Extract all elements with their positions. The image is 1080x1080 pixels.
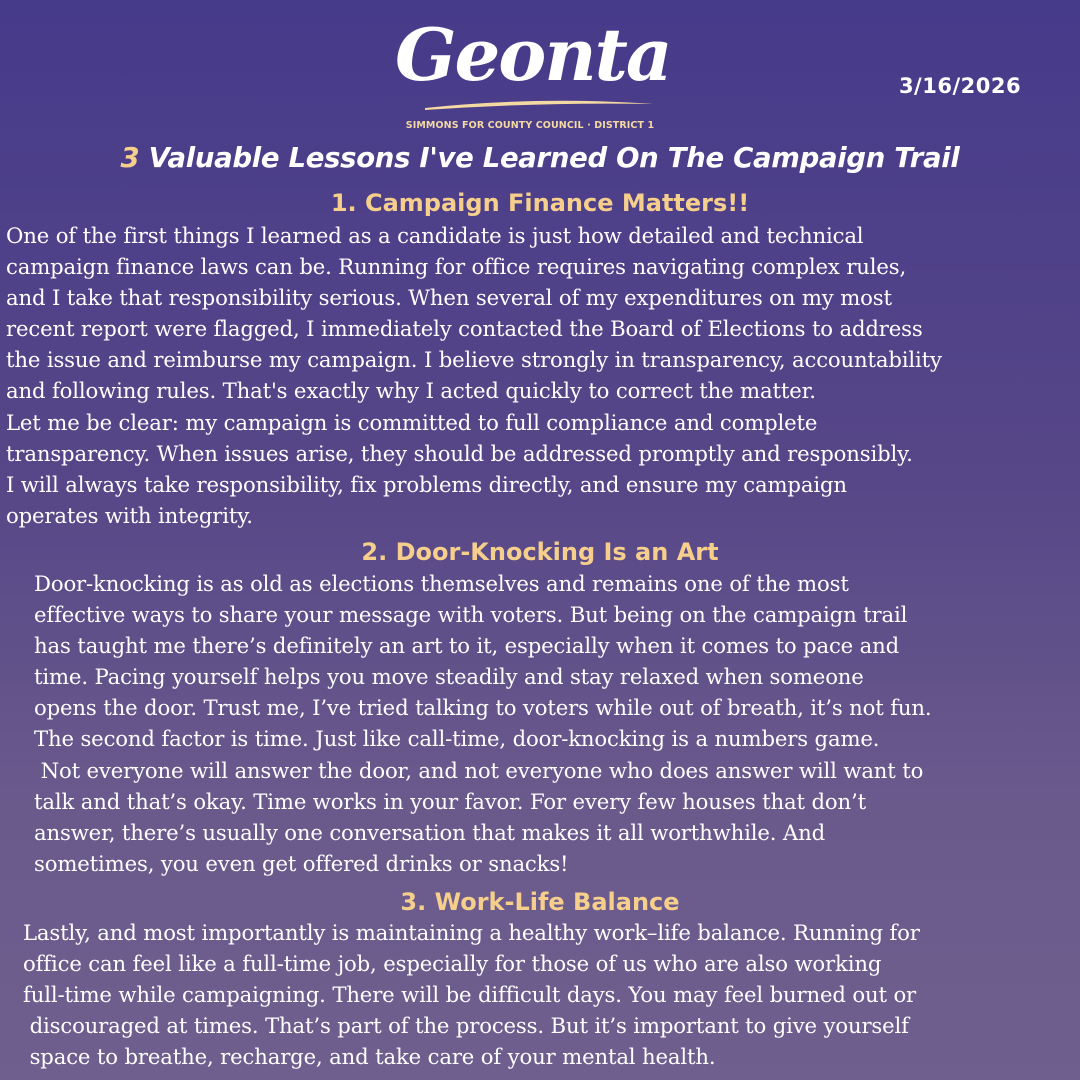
body-line: Door-knocking is as old as elections themselves and remains one of the most	[34, 571, 849, 596]
campaign-logo	[395, 10, 671, 131]
title-number: 3	[120, 142, 140, 174]
body-line: and I take that responsibility serious. When several of my expenditures on my most	[6, 285, 892, 311]
body-line: transparency. When issues arise, they should be addressed promptly and responsibly.	[6, 440, 913, 466]
body-line: time. Pacing yourself helps you move steadily and stay relaxed when someone	[34, 664, 864, 690]
body-line: The second factor is time. Just like call-time, door-knocking is a numbers game.	[34, 726, 880, 752]
body-line: sometimes, you even get offered drinks or snacks!	[34, 850, 569, 876]
body-line: Let me be clear: my campaign is committed to full compliance and complete	[6, 409, 818, 435]
section-body-campaign-finance	[6, 220, 942, 531]
section-body-door-knocking	[34, 568, 932, 879]
section-heading-work-life-balance: 3. Work-Life Balance	[400, 888, 680, 916]
section-heading-door-knocking: 2. Door-Knocking Is an Art	[361, 538, 719, 566]
logo-swoosh-icon	[423, 98, 655, 112]
section-body-work-life-balance	[23, 917, 920, 1072]
body-line: talk and that’s okay. Time works in your favor. For every few houses that don’t	[34, 788, 866, 814]
section-heading-campaign-finance: 1. Campaign Finance Matters!!	[330, 189, 750, 217]
title-text: Valuable Lessons I've Learned On The Campaign Trail	[148, 142, 960, 174]
logo-script-text: Geonta	[395, 12, 671, 97]
body-line: campaign finance laws can be. Running for office requires navigating complex rules,	[6, 254, 907, 280]
body-line: the issue and reimburse my campaign. I believe strongly in transparency, accountability	[6, 347, 942, 373]
body-line: office can feel like a full-time job, especially for those of us who are also working	[23, 951, 882, 977]
body-line: discouraged at times. That’s part of the process. But it’s important to give yourself	[23, 1013, 909, 1039]
body-line: Lastly, and most importantly is maintaining a healthy work–life balance. Running for	[23, 920, 920, 945]
page-title	[0, 137, 1080, 179]
body-line: and following rules. That's exactly why I acted quickly to correct the matter.	[6, 378, 816, 404]
body-line: has taught me there’s definitely an art to it, especially when it comes to pace and	[34, 633, 900, 659]
body-line: effective ways to share your message with voters. But being on the campaign trail	[34, 602, 908, 628]
body-line: I will always take responsibility, fix problems directly, and ensure my campaign	[6, 471, 847, 497]
post-date: 3/16/2026	[898, 74, 1022, 98]
body-line: opens the door. Trust me, I’ve tried talking to voters while out of breath, it’s not fun.	[34, 695, 932, 721]
body-line: space to breathe, recharge, and take care of your mental health.	[23, 1044, 716, 1070]
body-line: answer, there’s usually one conversation that makes it all worthwhile. And	[34, 819, 825, 845]
body-line: Not everyone will answer the door, and not everyone who does answer will want to	[34, 757, 924, 783]
body-line: recent report were flagged, I immediately contacted the Board of Elections to address	[6, 316, 923, 342]
body-line: One of the first things I learned as a candidate is just how detailed and technical	[6, 223, 864, 248]
logo-subtitle: SIMMONS FOR COUNTY COUNCIL · DISTRICT 1	[405, 120, 655, 131]
body-line: operates with integrity.	[6, 502, 253, 528]
body-line: full-time while campaigning. There will be difficult days. You may feel burned out or	[23, 982, 917, 1008]
